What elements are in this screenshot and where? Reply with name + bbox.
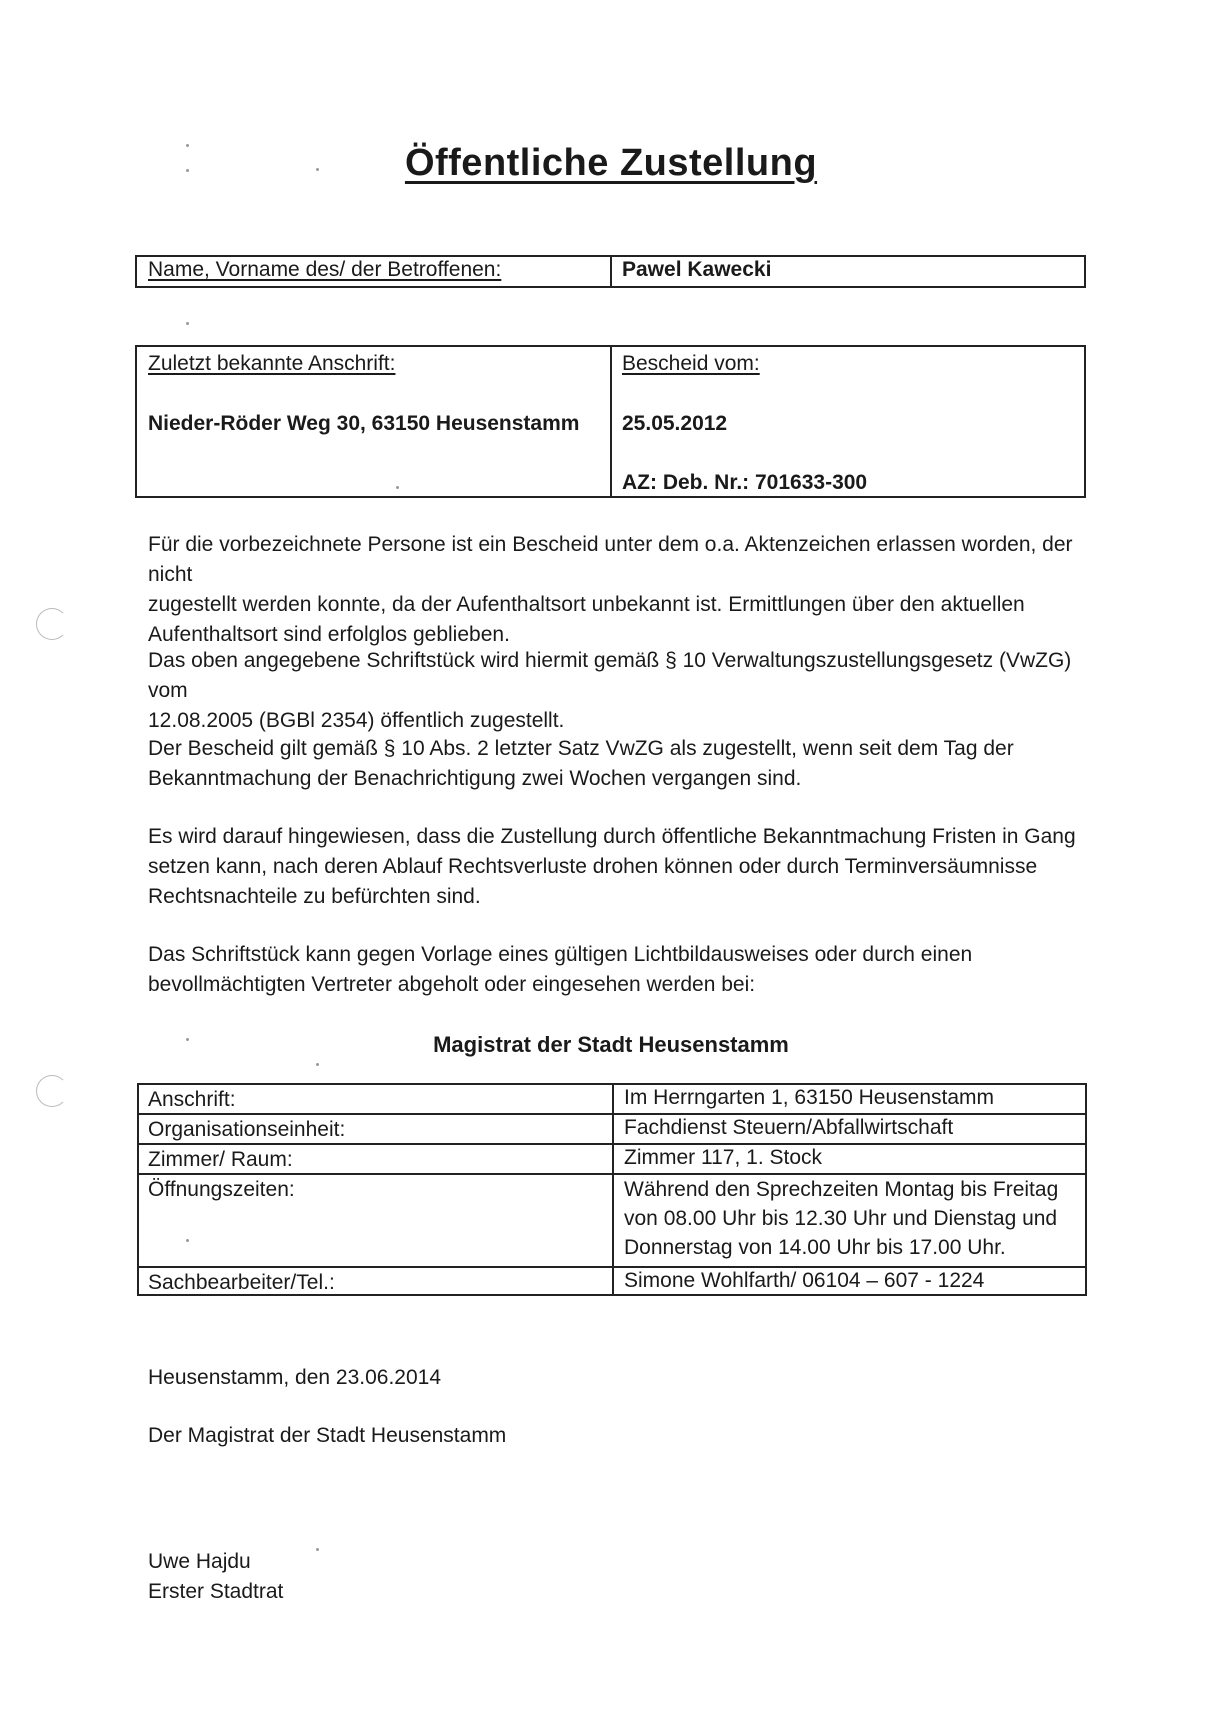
office-value-address: Im Herrngarten 1, 63150 Heusenstamm (624, 1086, 995, 1109)
punch-hole-mark (36, 1075, 68, 1107)
address-label: Zuletzt bekannte Anschrift: (148, 352, 396, 375)
paragraph-notice: Für die vorbezeichnete Persone ist ein Bescheid unter dem o.a. Aktenzeichen erlassen worden, der nicht zugestellt werden konnte, da der Aufenthaltsort unbekannt ist. Ermittlungen über den aktuellen Aufenthaltsort sind erfolglos geblieben. (148, 533, 1073, 646)
signatory-title: Erster Stadtrat (148, 1580, 284, 1603)
address-value: Nieder-Röder Weg 30, 63150 Heusenstamm (148, 412, 580, 435)
paragraph-deemed-served: Der Bescheid gilt gemäß § 10 Abs. 2 letzter Satz VwZG als zugestellt, wenn seit dem Tag der Bekanntmachung der Benachrichtigung zwei Wochen vergangen sind. (148, 737, 1014, 790)
name-label: Name, Vorname des/ der Betroffenen: (148, 258, 502, 281)
paragraph-collection: Das Schriftstück kann gegen Vorlage eines gültigen Lichtbildausweises oder durch einen bevollmächtigten Vertreter abgeholt oder eingesehen werden bei: (148, 943, 973, 996)
page-title: Öffentliche Zustellung (404, 142, 818, 184)
office-label-room: Zimmer/ Raum: (148, 1148, 293, 1171)
file-number: AZ: Deb. Nr.: 701633-300 (622, 471, 868, 494)
paragraph-legal-basis: Das oben angegebene Schriftstück wird hiermit gemäß § 10 Verwaltungszustellungsgesetz (VwZG) vom 12.08.2005 (BGBl 2354) öffentlich zugestellt. (148, 649, 1072, 732)
scan-speck (316, 1548, 319, 1551)
office-value-unit: Fachdienst Steuern/Abfallwirtschaft (624, 1116, 954, 1139)
name-box-divider (610, 255, 612, 288)
issuing-authority: Der Magistrat der Stadt Heusenstamm (148, 1424, 507, 1447)
scan-speck (186, 322, 189, 325)
office-heading: Magistrat der Stadt Heusenstamm (433, 1032, 789, 1057)
scan-speck (316, 1063, 319, 1066)
paragraph-deadlines: Es wird darauf hingewiesen, dass die Zustellung durch öffentliche Bekanntmachung Fristen in Gang setzen kann, nach deren Ablauf Rechtsverluste drohen können oder durch Terminversäumnisse Rechtsnachteile zu befürchten sind. (148, 825, 1076, 908)
punch-hole-mark (36, 608, 68, 640)
office-label-unit: Organisationseinheit: (148, 1118, 346, 1141)
place-date: Heusenstamm, den 23.06.2014 (148, 1366, 442, 1389)
office-value-hours: Während den Sprechzeiten Montag bis Freitag von 08.00 Uhr bis 12.30 Uhr und Dienstag und Donnerstag von 14.00 Uhr bis 17.00 Uhr. (624, 1178, 1059, 1259)
name-value: Pawel Kawecki (622, 258, 772, 281)
signatory-name: Uwe Hajdu (148, 1550, 251, 1573)
office-label-address: Anschrift: (148, 1088, 236, 1111)
office-value-room: Zimmer 117, 1. Stock (624, 1146, 823, 1169)
office-value-contact: Simone Wohlfarth/ 06104 – 607 - 1224 (624, 1269, 985, 1292)
address-box-divider (610, 345, 612, 498)
notice-label: Bescheid vom: (622, 352, 760, 375)
office-label-hours: Öffnungszeiten: (148, 1178, 295, 1201)
office-label-contact: Sachbearbeiter/Tel.: (148, 1271, 335, 1294)
notice-date: 25.05.2012 (622, 412, 728, 435)
